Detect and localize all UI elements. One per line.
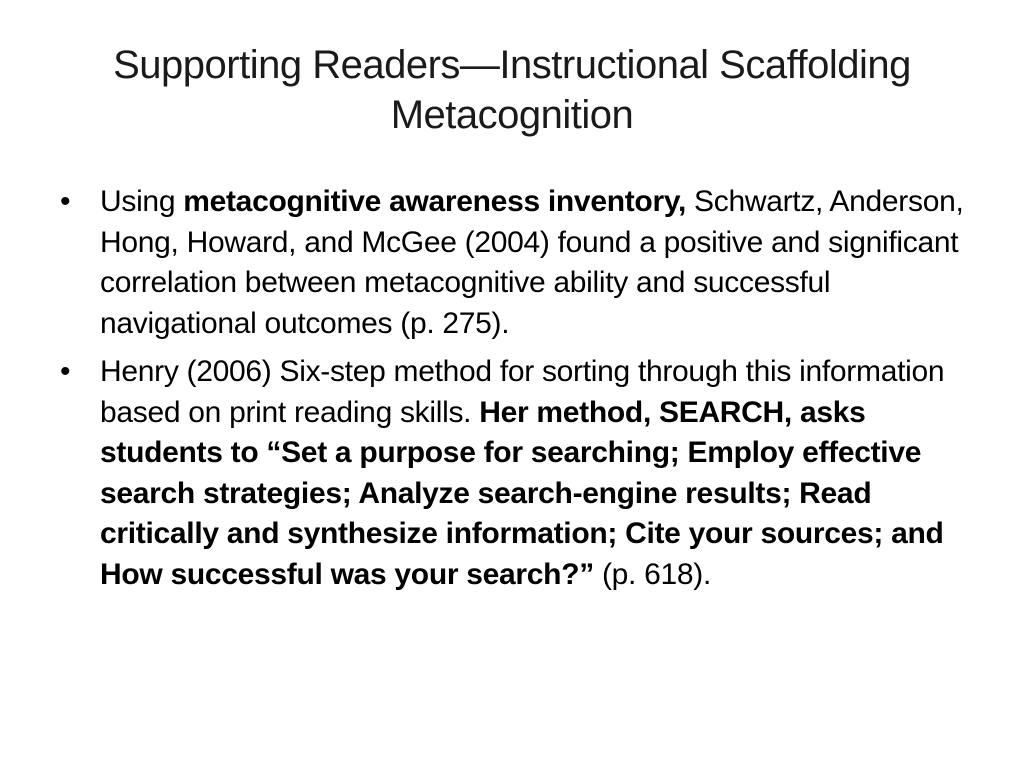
bullet-icon: • — [60, 355, 71, 388]
bullet-item-1 — [60, 182, 970, 344]
bullet-1-text-rest: Schwartz, Anderson, Hong, Howard, and McGee (2004) found a positive and significant correlation between metacognitive ability and successful navigational outcomes (p. 275). — [100, 185, 964, 340]
bullet-list — [60, 182, 970, 603]
bullet-1-text-bold: metacognitive awareness inventory, — [183, 185, 687, 218]
bullet-2-text-bold: Her method, SEARCH, asks students to “Set a purpose for searching; Employ effective search strategies; Analyze search-engine results; Read critically and synthesize information; Cite your sources; and How successful was your search?” — [100, 395, 944, 591]
slide-title-line1: Supporting Readers—Instructional Scaffolding — [113, 43, 911, 87]
bullet-icon: • — [60, 185, 71, 218]
bullet-2-text-intro: Henry (2006) Six-step method for sorting through this information based on print reading skills. — [100, 355, 945, 429]
slide-title-line2: Metacognition — [390, 93, 634, 137]
slide-title — [20, 40, 1004, 140]
bullet-1-text-intro: Using — [100, 185, 184, 218]
bullet-item-2 — [60, 352, 970, 595]
bullet-2-text-rest: (p. 618). — [593, 557, 711, 591]
